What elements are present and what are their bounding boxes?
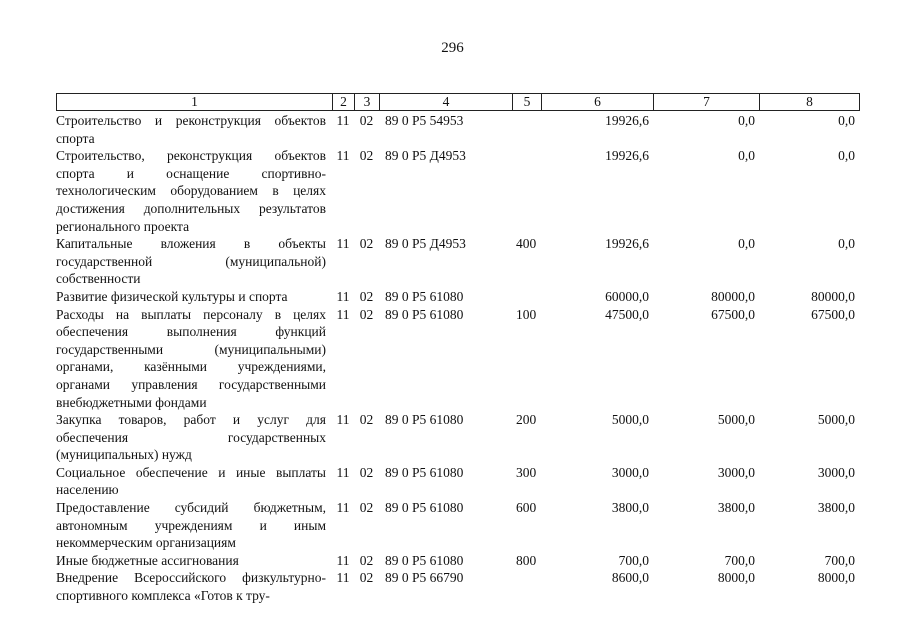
amount-col-8: 0,0 (838, 113, 855, 128)
item-name: Иные бюджетные ассигнования (56, 552, 239, 568)
expense-type: 400 (516, 236, 537, 252)
section-code: 11 (336, 236, 350, 252)
section-code: 11 (336, 148, 350, 164)
subsection-code: 02 (359, 113, 374, 128)
amount-col-7: 0,0 (738, 113, 755, 128)
amount-col-6: 5000,0 (611, 412, 649, 428)
subsection-code: 02 (359, 552, 374, 568)
subsection-code: 02 (359, 236, 374, 252)
target-article: 89 0 P5 66790 (385, 570, 464, 586)
table-row (56, 552, 859, 570)
section-code: 11 (336, 306, 350, 322)
item-name: Развитие физической культуры и спорта (56, 288, 288, 304)
item-name: Расходы на выплаты персоналу в целях обеспечения выполнения функций государственными (муниципальными) органами, казёнными учреждениями, органами управления государственными внебюджетными фондами (56, 306, 326, 410)
column-number-header (56, 93, 860, 111)
expense-type (512, 112, 541, 147)
amount-col-7: 3800,0 (717, 500, 755, 516)
amount-col-8: 0,0 (838, 236, 855, 252)
section-code: 11 (336, 412, 350, 428)
amount-col-7: 80000,0 (711, 288, 755, 304)
amount-col-6: 3800,0 (611, 500, 649, 516)
target-article: 89 0 P5 Д4953 (385, 148, 466, 164)
expense-type: 100 (516, 306, 537, 322)
target-article: 89 0 P5 54953 (385, 113, 464, 128)
amount-col-8: 700,0 (824, 552, 855, 568)
item-name: Строительство, реконструкция объектов спорта и оснащение спортивно-технологическим оборудованием в целях достижения дополнительных результатов регионального проекта (56, 148, 326, 234)
item-name: Предоставление субсидий бюджетным, автономным учреждениям и иным некоммерческим организациям (56, 500, 326, 551)
target-article: 89 0 P5 61080 (385, 306, 464, 322)
amount-col-6: 60000,0 (605, 288, 649, 304)
target-article: 89 0 P5 61080 (385, 412, 464, 428)
amount-col-8: 3000,0 (817, 464, 855, 480)
amount-col-6: 19926,6 (605, 113, 649, 128)
expense-type: 200 (516, 412, 537, 428)
amount-col-8: 3800,0 (817, 500, 855, 516)
item-name: Капитальные вложения в объекты государственной (муниципальной) собственности (56, 236, 326, 287)
subsection-code: 02 (359, 306, 374, 322)
subsection-code: 02 (359, 148, 374, 164)
subsection-code: 02 (359, 288, 374, 304)
subsection-code: 02 (359, 570, 374, 586)
header-col-3: 3 (355, 94, 380, 111)
table-row (56, 288, 859, 306)
header-col-8: 8 (760, 94, 860, 111)
header-row (57, 94, 860, 111)
table-row (56, 147, 859, 235)
amount-col-8: 80000,0 (811, 288, 855, 304)
amount-col-8: 0,0 (838, 148, 855, 164)
table-row (56, 464, 859, 499)
amount-col-7: 67500,0 (711, 306, 755, 322)
amount-col-6: 3000,0 (611, 464, 649, 480)
table-row (56, 306, 859, 412)
expense-type: 600 (516, 500, 537, 516)
amount-col-8: 5000,0 (817, 412, 855, 428)
header-col-7: 7 (654, 94, 760, 111)
item-name: Внедрение Всероссийского физкультурно-спортивного комплекса «Готов к тру- (56, 570, 326, 604)
item-name: Строительство и реконструкция объектов спорта (56, 113, 326, 146)
amount-col-6: 19926,6 (605, 148, 649, 164)
amount-col-8: 8000,0 (817, 570, 855, 586)
section-code: 11 (336, 288, 350, 304)
item-name: Закупка товаров, работ и услуг для обеспечения государственных (муниципальных) нужд (56, 412, 326, 463)
expense-type (512, 147, 541, 235)
subsection-code: 02 (359, 412, 374, 428)
target-article: 89 0 P5 61080 (385, 464, 464, 480)
expense-type (512, 288, 541, 306)
table-row (56, 112, 859, 147)
section-code: 11 (336, 500, 350, 516)
section-code: 11 (336, 552, 350, 568)
subsection-code: 02 (359, 464, 374, 480)
table-body (56, 112, 859, 605)
target-article: 89 0 P5 Д4953 (385, 236, 466, 252)
target-article: 89 0 P5 61080 (385, 288, 464, 304)
expense-type (512, 569, 541, 604)
header-col-2: 2 (333, 94, 355, 111)
amount-col-7: 8000,0 (717, 570, 755, 586)
section-code: 11 (336, 570, 350, 586)
header-col-5: 5 (513, 94, 542, 111)
header-col-4: 4 (380, 94, 513, 111)
amount-col-7: 3000,0 (717, 464, 755, 480)
amount-col-7: 0,0 (738, 148, 755, 164)
header-col-1: 1 (57, 94, 333, 111)
amount-col-6: 19926,6 (605, 236, 649, 252)
table-row (56, 569, 859, 604)
amount-col-6: 8600,0 (611, 570, 649, 586)
amount-col-7: 0,0 (738, 236, 755, 252)
table-row (56, 235, 859, 288)
budget-table (56, 112, 859, 605)
section-code: 11 (336, 113, 350, 128)
table-row (56, 411, 859, 464)
expense-type: 300 (516, 464, 537, 480)
section-code: 11 (336, 464, 350, 480)
target-article: 89 0 P5 61080 (385, 552, 464, 568)
item-name: Социальное обеспечение и иные выплаты населению (56, 464, 326, 498)
target-article: 89 0 P5 61080 (385, 500, 464, 516)
header-col-6: 6 (542, 94, 654, 111)
amount-col-8: 67500,0 (811, 306, 855, 322)
amount-col-6: 47500,0 (605, 306, 649, 322)
table-row (56, 499, 859, 552)
page-number: 296 (441, 40, 464, 56)
expense-type: 800 (516, 552, 537, 568)
amount-col-7: 700,0 (724, 552, 755, 568)
amount-col-7: 5000,0 (717, 412, 755, 428)
subsection-code: 02 (359, 500, 374, 516)
amount-col-6: 700,0 (618, 552, 649, 568)
